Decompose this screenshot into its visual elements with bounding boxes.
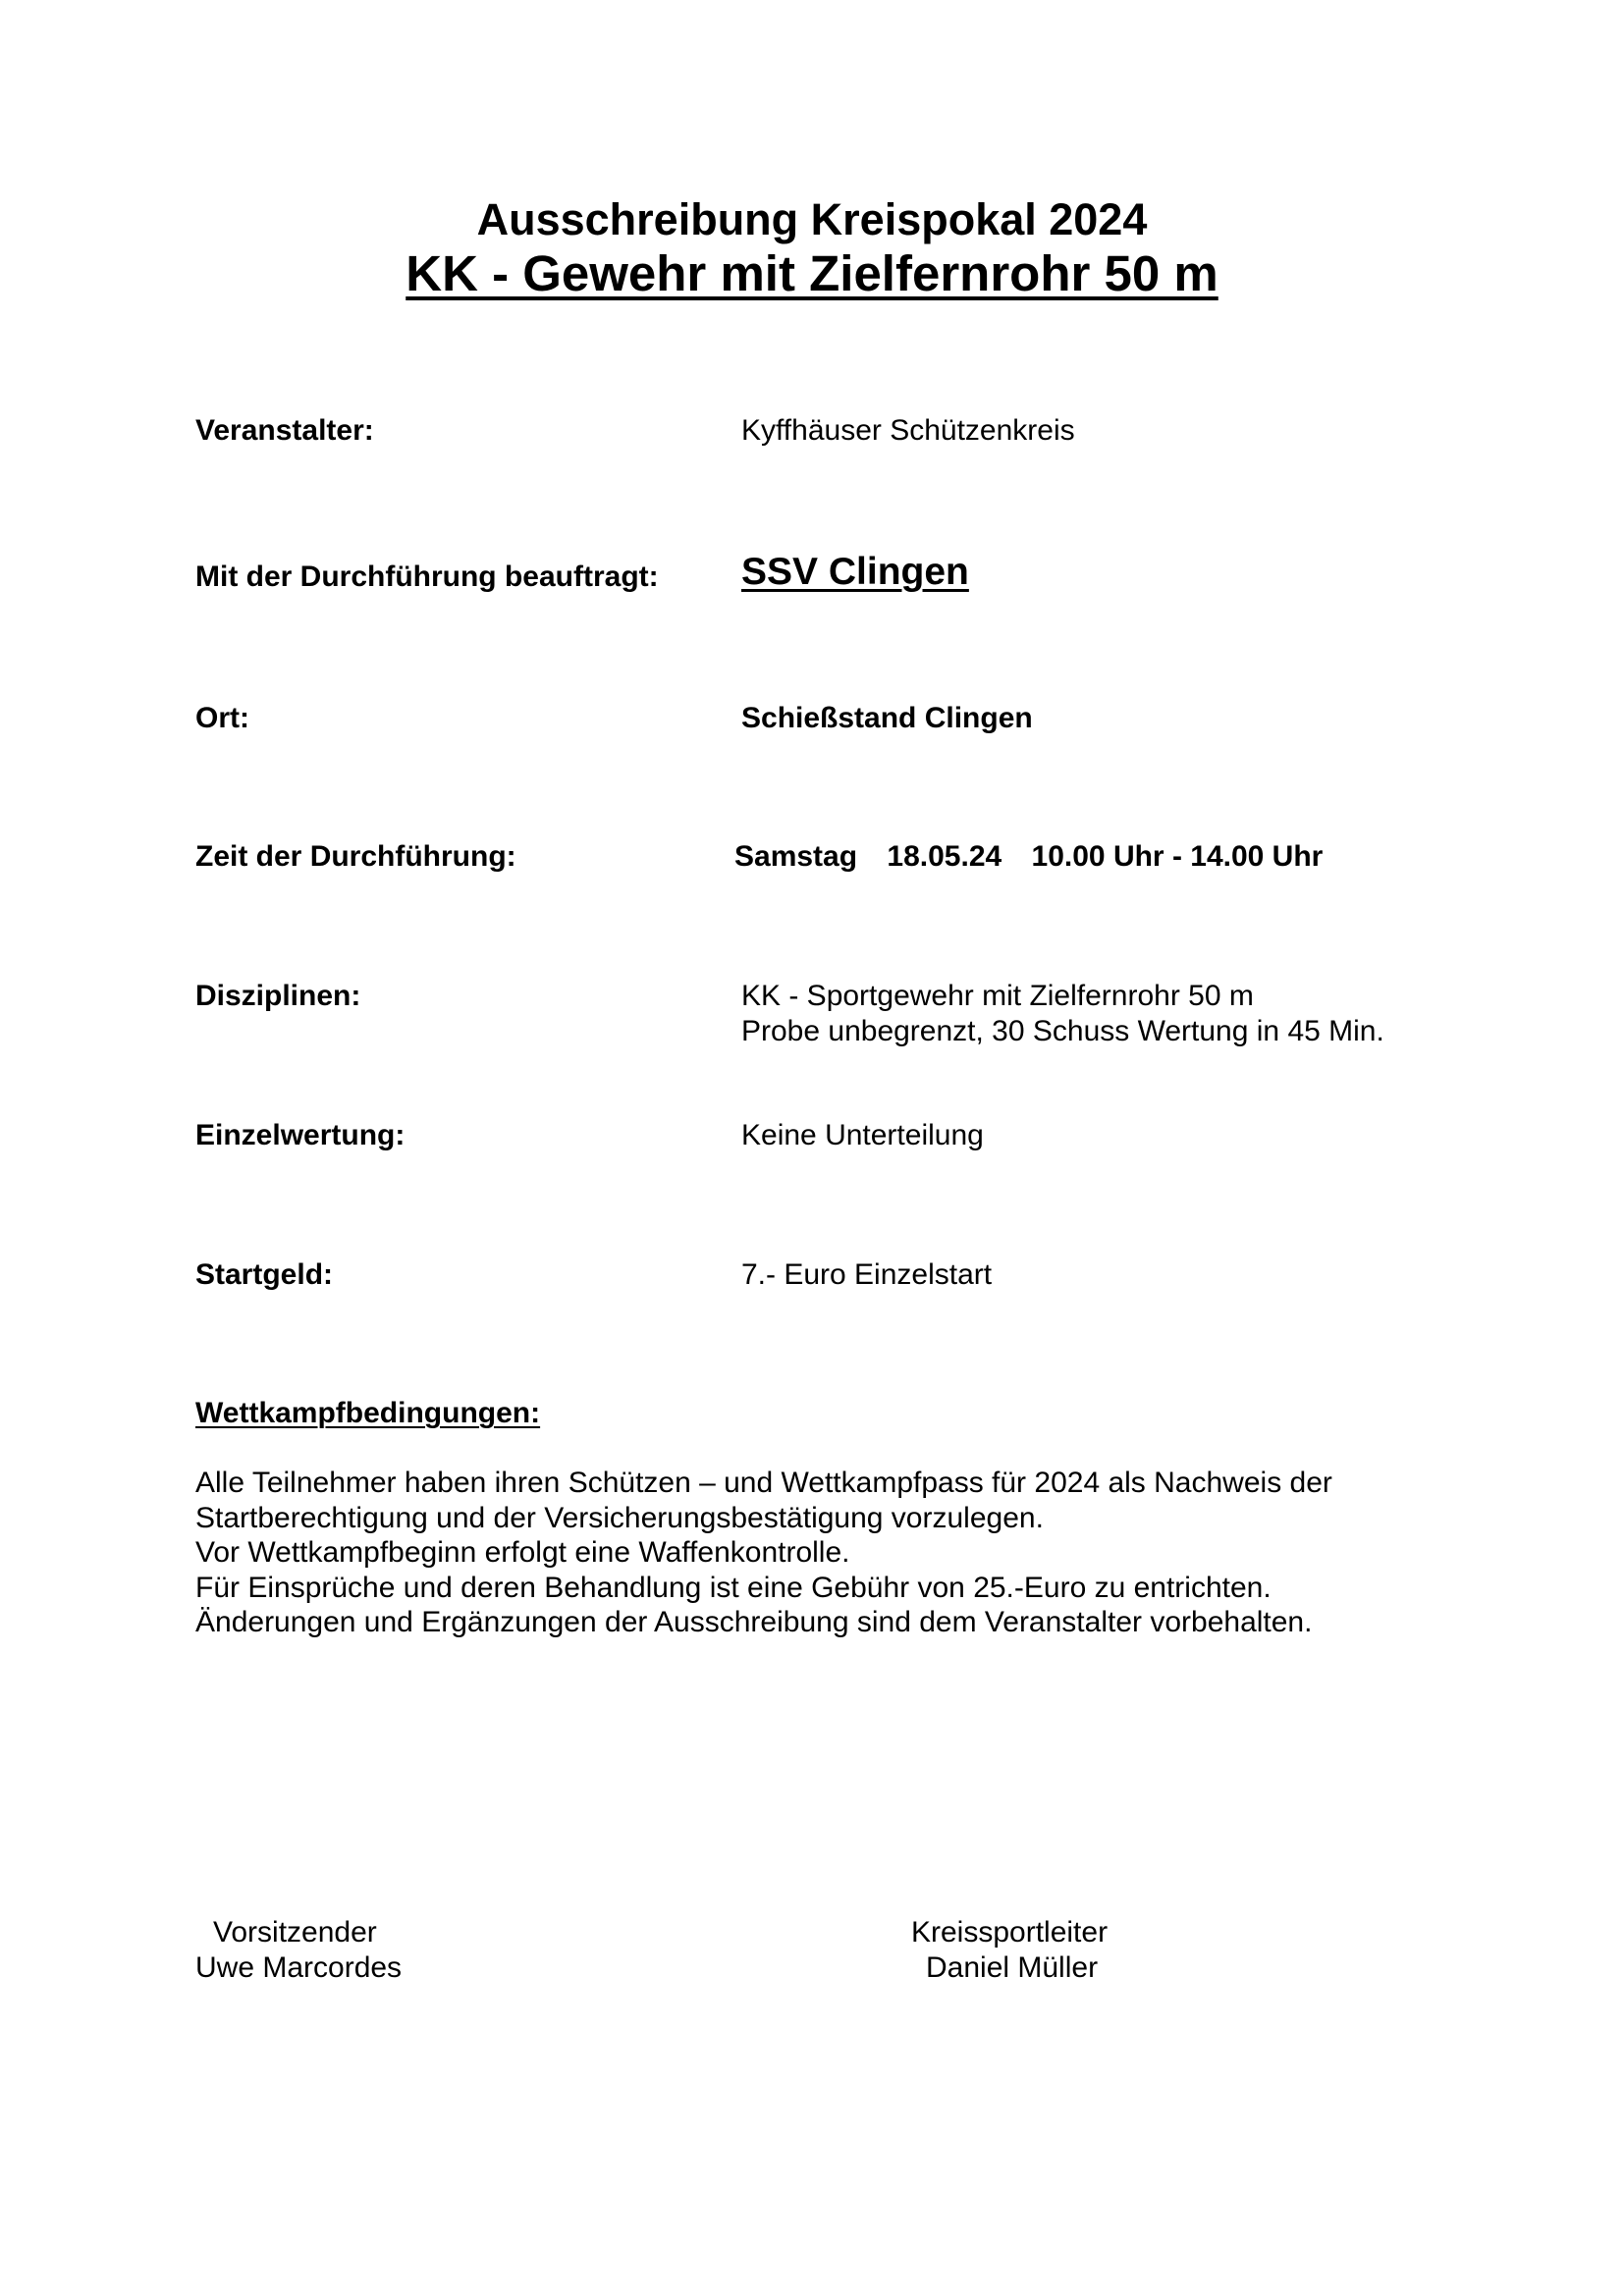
durchfuehrung-value: SSV Clingen — [741, 551, 969, 593]
veranstalter-value: Kyffhäuser Schützenkreis — [741, 414, 1075, 447]
condition-line: Für Einsprüche und deren Behandlung ist eine Gebühr von 25.-Euro zu entrichten. — [195, 1571, 1272, 1604]
condition-line: Vor Wettkampfbeginn erfolgt eine Waffenkontrolle. — [195, 1536, 850, 1569]
veranstalter-label: Veranstalter: — [195, 414, 374, 447]
zeit-hours: 10.00 Uhr - 14.00 Uhr — [1031, 840, 1324, 873]
einzelwertung-value: Keine Unterteilung — [741, 1119, 984, 1151]
disziplinen-line-1: KK - Sportgewehr mit Zielfernrohr 50 m — [741, 980, 1254, 1012]
wettkampf-conditions — [195, 1466, 1472, 1640]
zeit-value — [734, 839, 1323, 875]
wettkampf-heading: Wettkampfbedingungen: — [195, 1397, 541, 1429]
zeit-date: 18.05.24 — [887, 840, 1002, 873]
zeit-day: Samstag — [734, 840, 858, 873]
disziplinen-label: Disziplinen: — [195, 980, 361, 1012]
durchfuehrung-label: Mit der Durchführung beauftragt: — [195, 561, 659, 593]
startgeld-value: 7.- Euro Einzelstart — [741, 1258, 993, 1291]
ort-value: Schießstand Clingen — [741, 702, 1033, 734]
ort-label: Ort: — [195, 702, 249, 734]
signature-left-role: Vorsitzender — [213, 1916, 377, 1949]
disziplinen-line-2: Probe unbegrenzt, 30 Schuss Wertung in 45 Min. — [741, 1015, 1384, 1047]
document-title: Ausschreibung Kreispokal 2024 — [476, 194, 1148, 244]
condition-line: Alle Teilnehmer haben ihren Schützen – und Wettkampfpass für 2024 als Nachweis der — [195, 1467, 1332, 1499]
startgeld-label: Startgeld: — [195, 1258, 334, 1291]
signature-left-name: Uwe Marcordes — [195, 1951, 403, 1984]
document-subtitle: KK - Gewehr mit Zielfernrohr 50 m — [406, 245, 1218, 301]
zeit-label: Zeit der Durchführung: — [195, 840, 516, 873]
einzelwertung-label: Einzelwertung: — [195, 1119, 406, 1151]
condition-line: Änderungen und Ergänzungen der Ausschreibung sind dem Veranstalter vorbehalten. — [195, 1606, 1313, 1638]
signature-right-name: Daniel Müller — [926, 1951, 1099, 1984]
condition-line: Startberechtigung und der Versicherungsbestätigung vorzulegen. — [195, 1501, 1044, 1534]
signature-right-role: Kreissportleiter — [911, 1916, 1109, 1949]
